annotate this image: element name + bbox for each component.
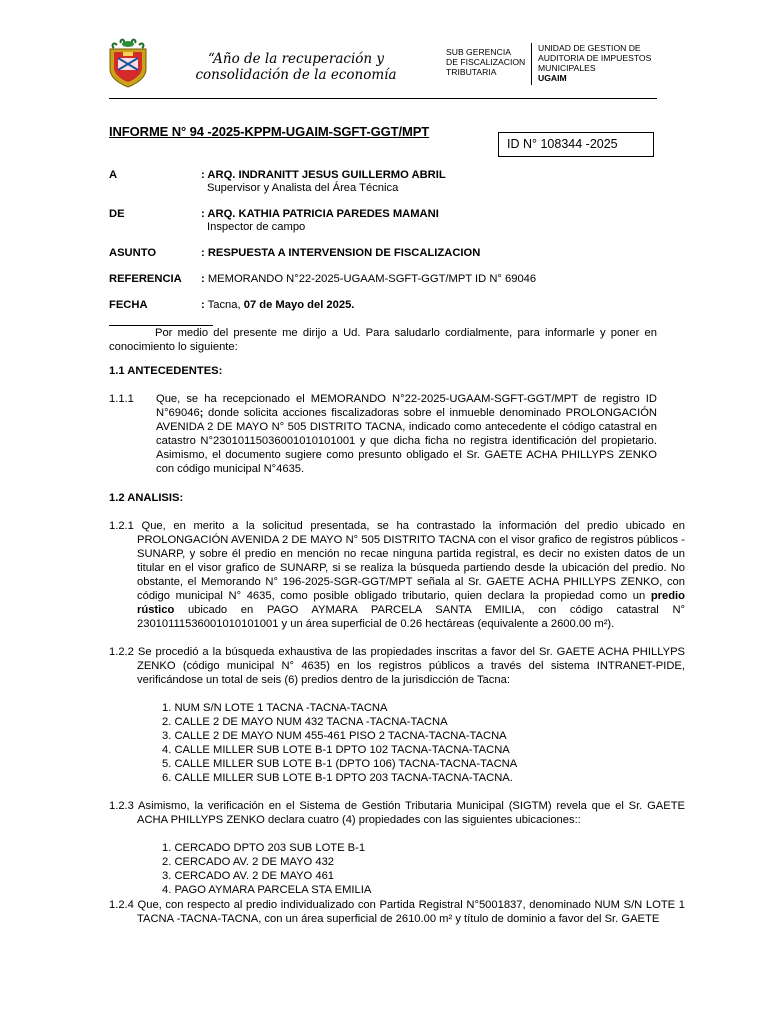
- section-analisis-heading: 1.2 ANALISIS:: [109, 492, 184, 504]
- subgerencia-line: TRIBUTARIA: [446, 67, 497, 77]
- paragraph-1-2-3: 1.2.3 Asimismo, la verificación en el Sistema de Gestión Tributaria Municipal (SIGTM) revela que el Sr. GAETE ACHA PHILLYPS ZENKO declara cuatro (4) propiedades con las siguientes ubicaciones::: [109, 800, 685, 826]
- list-item: 2. CERCADO AV. 2 DE MAYO 432: [162, 856, 335, 868]
- section-antecedentes-heading: 1.1 ANTECEDENTES:: [109, 365, 223, 377]
- intro-text: Por medio del presente me dirijo a Ud. Para saludarlo cordialmente, para informarle y poner en conocimiento lo siguiente:: [109, 327, 657, 353]
- paragraph-number: 1.1.1: [109, 393, 134, 405]
- list-item: 2. CALLE 2 DE MAYO NUM 432 TACNA -TACNA-TACNA: [162, 716, 448, 728]
- field-referencia-label: REFERENCIA: [109, 273, 182, 285]
- list-item: 6. CALLE MILLER SUB LOTE B-1 DPTO 203 TACNA-TACNA-TACNA.: [162, 772, 513, 784]
- municipal-crest-logo: [107, 36, 149, 88]
- id-box: ID N° 108344 -2025: [498, 132, 654, 157]
- header-rule: [109, 98, 657, 99]
- list-item: 4. PAGO AYMARA PARCELA STA EMILIA: [162, 884, 372, 896]
- field-asunto-label: ASUNTO: [109, 247, 157, 259]
- fecha-colon: :: [201, 299, 205, 311]
- fecha-date: 07 de Mayo del 2025.: [243, 299, 355, 311]
- field-de-label: DE: [109, 208, 125, 220]
- list-item: 3. CERCADO AV. 2 DE MAYO 461: [162, 870, 335, 882]
- referencia-colon: :: [201, 273, 205, 285]
- p111-text-a: Que, se ha recepcionado el MEMORANDO N°22-2025-UGAAM-SGFT-GGT/MPT de registro ID N°69046: [156, 393, 657, 419]
- p121-text-b: ubicado en PAGO AYMARA PARCELA SANTA EMILIA, con código catastral N° 23010111536001010101001 y un área superficial de 0.26 hectáreas (equivalente a 2600.00 m²).: [137, 604, 685, 630]
- paragraph-1-2-2: 1.2.2 Se procedió a la búsqueda exhaustiva de las propiedades inscritas a favor del Sr. GAETE ACHA PHILLYPS ZENKO (código municipal N° 4635) en los registros públicos a través del sistema INTRANET-PIDE, verificándose un total de seis (6) predios dentro de la jurisdicción de Tacna:: [109, 646, 685, 686]
- unidad-line: MUNICIPALES: [538, 63, 596, 73]
- list-item: 3. CALLE 2 DE MAYO NUM 455-461 PISO 2 TACNA-TACNA-TACNA: [162, 730, 507, 742]
- field-fecha-value: [201, 298, 354, 312]
- field-de-value: : ARQ. KATHIA PATRICIA PAREDES MAMANI: [201, 208, 439, 220]
- field-de-role: Inspector de campo: [207, 221, 306, 233]
- unidad-line: AUDITORIA DE IMPUESTOS: [538, 53, 652, 63]
- paragraph-1-1-1: [156, 392, 657, 476]
- sunarp-property-list: [162, 701, 517, 785]
- unidad-line: UNIDAD DE GESTION DE: [538, 43, 641, 53]
- field-fecha-label: FECHA: [109, 299, 148, 311]
- p111-semicolon: ;: [199, 407, 204, 419]
- field-referencia-value: [201, 272, 536, 286]
- subgerencia-line: SUB GERENCIA: [446, 47, 511, 57]
- paragraph-1-2-1: [109, 519, 685, 631]
- p121-bold: predio rústico: [137, 590, 685, 616]
- p111-text-b: donde solicita acciones fiscalizadoras sobre el inmueble denominado PROLONGACIÓN AVENIDA 2 DE MAYO N° 505 DISTRITO TACNA, indicado como antecedente el código catastral en catastro N°23010115036001010101001 y que dicha ficha no registra identificación del propietario. Asimismo, el documento sugiere como presunto obligado el Sr. GAETE ACHA PHILLYPS ZENKO con código municipal N°4635.: [156, 407, 657, 475]
- unidad-abbreviation: UGAIM: [538, 73, 567, 83]
- unidad-label: [538, 43, 660, 83]
- year-motto: “Año de la recuperación y consolidación de la economía: [195, 51, 397, 83]
- report-title: INFORME N° 94 -2025-KPPM-UGAIM-SGFT-GGT/MPT: [109, 124, 430, 139]
- subgerencia-line: DE FISCALIZACION: [446, 57, 526, 67]
- field-a-role: Supervisor y Analista del Área Técnica: [207, 182, 399, 194]
- referencia-text: MEMORANDO N°22-2025-UGAAM-SGFT-GGT/MPT ID N° 69046: [207, 273, 537, 285]
- subgerencia-label: [446, 47, 530, 77]
- list-item: 1. NUM S/N LOTE 1 TACNA -TACNA-TACNA: [162, 702, 388, 714]
- field-asunto-value: : RESPUESTA A INTERVENSION DE FISCALIZACION: [201, 247, 481, 259]
- list-item: 4. CALLE MILLER SUB LOTE B-1 DPTO 102 TACNA-TACNA-TACNA: [162, 744, 510, 756]
- header-divider: [531, 43, 532, 85]
- field-a-value: : ARQ. INDRANITT JESUS GUILLERMO ABRIL: [201, 169, 446, 181]
- list-item: 5. CALLE MILLER SUB LOTE B-1 (DPTO 106) TACNA-TACNA-TACNA: [162, 758, 518, 770]
- intro-paragraph: [109, 326, 657, 354]
- paragraph-1-2-4: 1.2.4 Que, con respecto al predio individualizado con Partida Registral N°5001837, denominado NUM S/N LOTE 1 TACNA -TACNA-TACNA, con un área superficial de 2610.00 m² y título de dominio a favor del Sr. GAETE: [109, 899, 685, 925]
- sigtm-property-list: [162, 841, 371, 897]
- list-item: 1. CERCADO DPTO 203 SUB LOTE B-1: [162, 842, 366, 854]
- p121-text-a: 1.2.1 Que, en merito a la solicitud presentada, se ha contrastado la información del predio ubicado en PROLONGACIÓN AVENIDA 2 DE MAYO N° 505 DISTRITO TACNA con el visor grafico de registros públicos -SUNARP, y sobre él predio en mención no recae ninguna partida registral, es decir no existen datos de un titular en el visor grafico de SUNARP, si se realiza la búsqueda partiendo desde la ubicación del predio. No obstante, el Memorando N° 196-2025-SGR-GGT/MPT señala al Sr. GAETE ACHA PHILLYPS ZENKO, con código municipal N° 4635, como posible obligado tributario, quien declara la propiedad como un: [109, 520, 685, 602]
- field-a-label: A: [109, 169, 118, 181]
- fecha-place: Tacna,: [207, 299, 241, 311]
